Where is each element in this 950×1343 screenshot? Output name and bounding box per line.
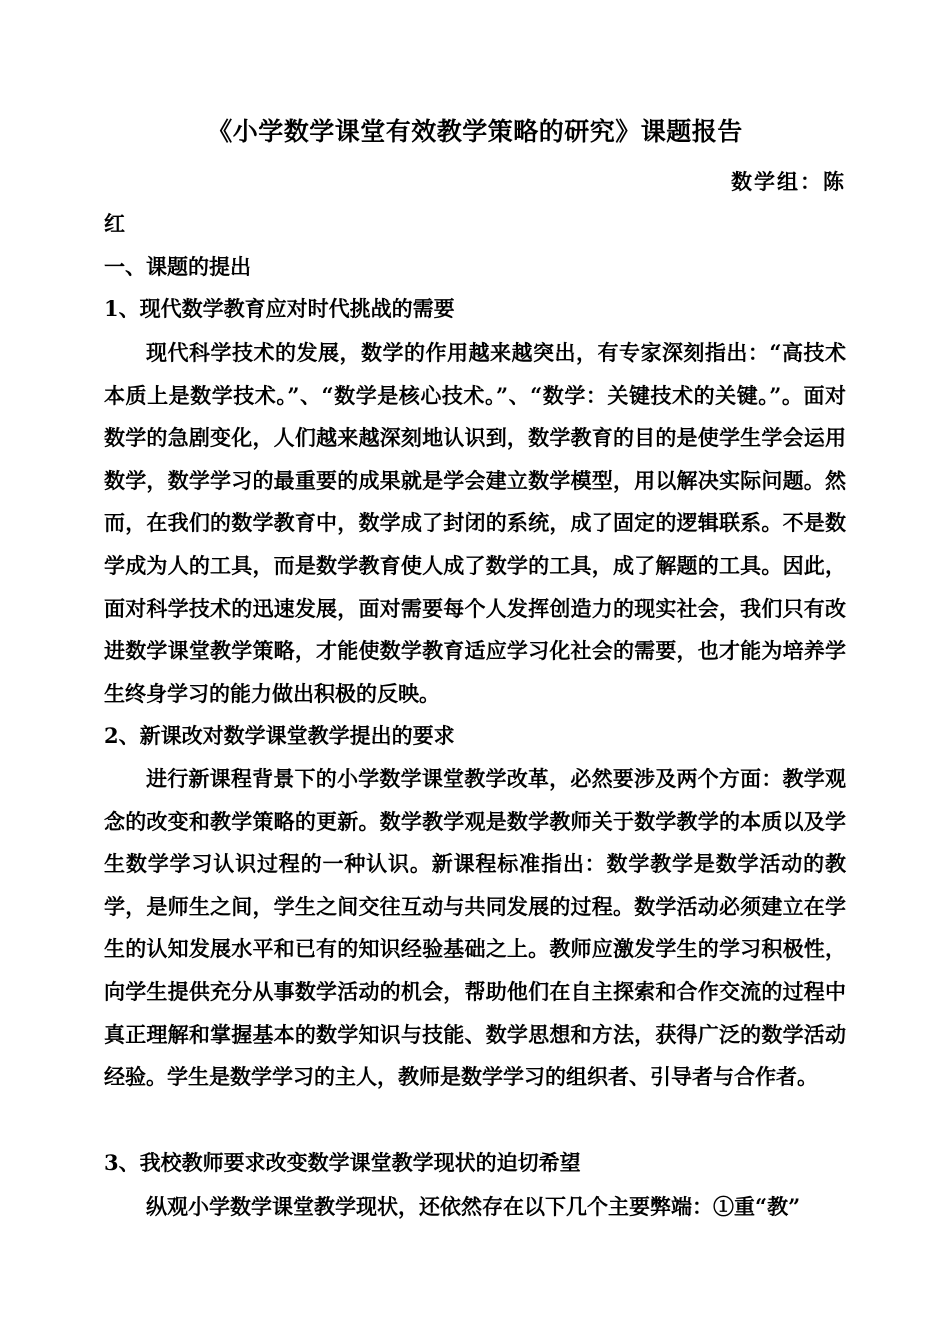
subsection-heading-2: 2、新课改对数学课堂教学提出的要求 [104, 723, 455, 748]
section-heading: 一、课题的提出 [104, 254, 251, 279]
paragraph-2: 进行新课程背景下的小学数学课堂教学改革，必然要涉及两个方面：教学观念的改变和教学策略的更新。数学教学观是数学教师关于数学教学的本质以及学生数学学习认识过程的一种认识。新课程标准指出：数学教学是数学活动的教学，是师生之间，学生之间交往互动与共同发展的过程。数学活动必须建立在学生的认知发展水平和已有的知识经验基础之上。教师应激发学生的学习积极性，向学生提供充分从事数学活动的机会，帮助他们在自主探索和合作交流的过程中真正理解和掌握基本的数学知识与技能、数学思想和方法，获得广泛的数学活动经验。学生是数学学习的主人，教师是数学学习的组织者、引导者与合作者。 [104, 766, 846, 1090]
paragraph-1: 现代科学技术的发展，数学的作用越来越突出，有专家深刻指出：“高技术本质上是数学技术。”、“数学是核心技术。”、“数学：关键技术的关键。”。面对数学的急剧变化，人们越来越深刻地认识到，数学教育的目的是使学生学会运用数学，数学学习的最重要的成果就是学会建立数学模型，用以解决实际问题。然而，在我们的数学教育中，数学成了封闭的系统，成了固定的逻辑联系。不是数学成为人的工具，而是数学教育使人成了数学的工具，成了解题的工具。因此，面对科学技术的迅速发展，面对需要每个人发挥创造力的现实社会，我们只有改进数学课堂教学策略，才能使数学教育适应学习化社会的需要，也才能为培养学生终身学习的能力做出积极的反映。 [104, 340, 846, 706]
subsection-heading-1: 1、现代数学教育应对时代挑战的需要 [104, 296, 455, 321]
author-line: 数学组：陈 [731, 169, 846, 194]
author-continuation: 红 [104, 211, 125, 236]
paragraph-3: 纵观小学数学课堂教学现状，还依然存在以下几个主要弊端：①重“教” [146, 1194, 801, 1219]
subsection-heading-3: 3、我校教师要求改变数学课堂教学现状的迫切希望 [104, 1150, 581, 1175]
document-title: 《小学数学课堂有效教学策略的研究》课题报告 [207, 117, 743, 146]
